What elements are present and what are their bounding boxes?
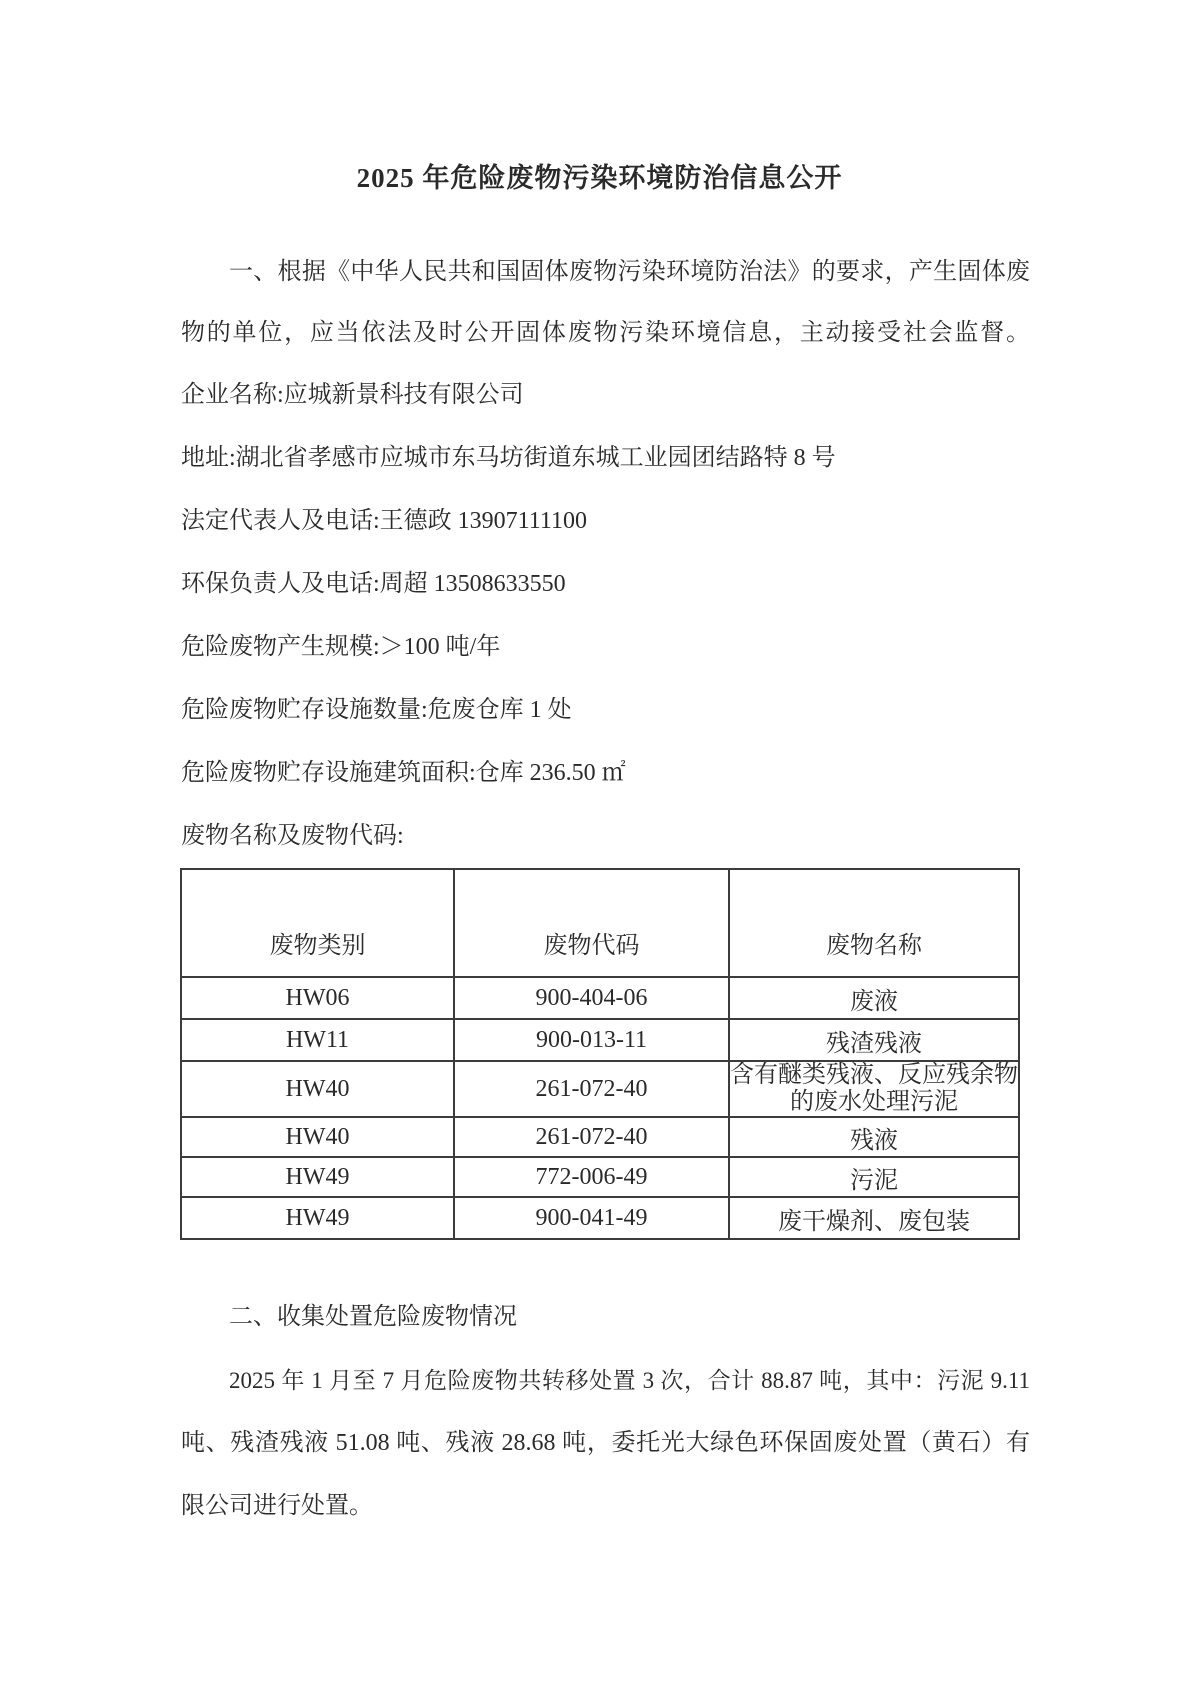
- cell-name: 污泥: [729, 1157, 1019, 1197]
- cell-category: HW40: [181, 1117, 454, 1157]
- table-row: [181, 1061, 1019, 1117]
- info-line-storage-count: 危险废物贮存设施数量:危废仓库 1 处: [181, 697, 572, 723]
- table-header-row: [181, 869, 1019, 977]
- section2-paragraph-line-2: 吨、残渣残液 51.08 吨、残液 28.68 吨，委托光大绿色环保固废处置（黄石）有: [181, 1430, 1030, 1456]
- info-line-legal-representative: 法定代表人及电话:王德政 13907111100: [181, 508, 587, 534]
- cell-name: 残液: [729, 1117, 1019, 1157]
- table-row: [181, 977, 1019, 1019]
- cell-code: 900-041-49: [454, 1197, 729, 1239]
- waste-code-table: [180, 868, 1020, 1240]
- section2-paragraph-line-3: 限公司进行处置。: [181, 1493, 373, 1519]
- info-line-storage-area: 危险废物贮存设施建筑面积:仓库 236.50 ㎡: [181, 760, 626, 786]
- cell-category: HW11: [181, 1019, 454, 1061]
- info-line-company-name: 企业名称:应城新景科技有限公司: [181, 382, 524, 408]
- header-waste-name: 废物名称: [729, 869, 1019, 977]
- cell-category: HW40: [181, 1061, 454, 1117]
- table-row: [181, 1019, 1019, 1061]
- cell-category: HW06: [181, 977, 454, 1019]
- cell-name: 含有醚类残液、反应残余物的废水处理污泥: [730, 1062, 1018, 1115]
- section2-paragraph-line-1: 2025 年 1 月至 7 月危险废物共转移处置 3 次，合计 88.87 吨，其中：污泥 9.11: [229, 1368, 1030, 1393]
- cell-category: HW49: [181, 1157, 454, 1197]
- info-line-address: 地址:湖北省孝感市应城市东马坊街道东城工业园团结路特 8 号: [181, 445, 836, 471]
- info-line-waste-scale: 危险废物产生规模:＞100 吨/年: [181, 634, 501, 660]
- cell-code: 261-072-40: [454, 1061, 729, 1117]
- table-row: [181, 1157, 1019, 1197]
- cell-code: 900-013-11: [454, 1019, 729, 1061]
- cell-code: 900-404-06: [454, 977, 729, 1019]
- cell-name: 废干燥剂、废包装: [729, 1197, 1019, 1239]
- section2-heading: 二、收集处置危险废物情况: [229, 1304, 517, 1330]
- cell-category: HW49: [181, 1197, 454, 1239]
- page-title: 2025 年危险废物污染环境防治信息公开: [356, 163, 843, 193]
- header-waste-code: 废物代码: [454, 869, 729, 977]
- info-line-table-caption: 废物名称及废物代码:: [181, 823, 404, 849]
- cell-code: 261-072-40: [454, 1117, 729, 1157]
- cell-name: 残渣残液: [729, 1019, 1019, 1061]
- info-line-env-officer: 环保负责人及电话:周超 13508633550: [181, 571, 566, 597]
- cell-code: 772-006-49: [454, 1157, 729, 1197]
- cell-name: 废液: [729, 977, 1019, 1019]
- intro-paragraph-line-1: 一、根据《中华人民共和国固体废物污染环境防治法》的要求，产生固体废: [229, 259, 1030, 285]
- table-row: [181, 1117, 1019, 1157]
- intro-paragraph-line-2: 物的单位，应当依法及时公开固体废物污染环境信息，主动接受社会监督。: [181, 320, 1030, 346]
- header-waste-category: 废物类别: [181, 869, 454, 977]
- table-row: [181, 1197, 1019, 1239]
